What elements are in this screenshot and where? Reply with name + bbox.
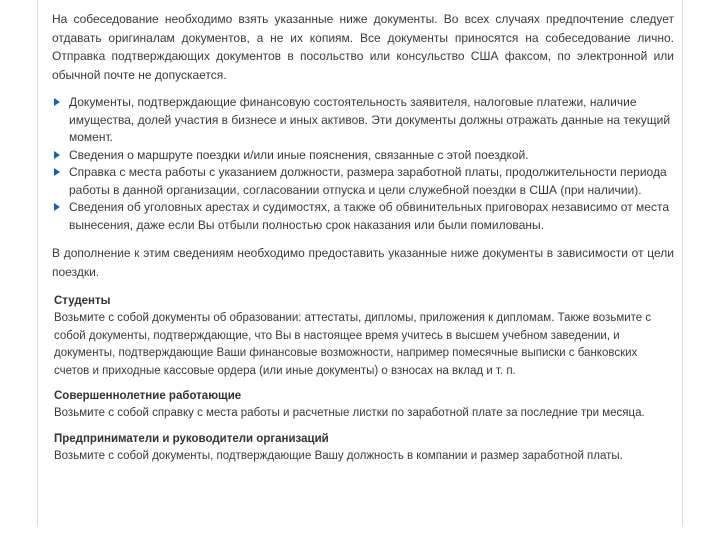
list-item-text: Справка с места работы с указанием должности, размера заработной платы, продолжительности периода работы в данной организации, согласовании отпуска и цели служебной поездки в США (при наличии).	[69, 165, 667, 197]
section-title: Предприниматели и руководители организаций	[54, 432, 329, 445]
document-body	[52, 10, 674, 473]
intro-paragraph: На собеседование необходимо взять указанные ниже документы. Во всех случаях предпочтение следует отдавать оригиналам документов, а не их копиям. Все документы приносятся на собеседование лично. Отправка подтверждающих документов в посольство или консульство США факсом, по электронной или обычной почте не допускается.	[52, 12, 674, 82]
addendum-paragraph: В дополнение к этим сведениям необходимо предоставить указанные ниже документы в зависимости от цели поездки.	[52, 246, 674, 279]
triangle-bullet-icon	[54, 203, 60, 211]
section-entrepreneurs	[54, 431, 674, 466]
section-text: Возьмите с собой документы, подтверждающие Вашу должность в компании и размер заработной платы.	[54, 449, 623, 462]
section-text: Возьмите с собой справку с места работы и расчетные листки по заработной плате за последние три месяца.	[54, 407, 645, 419]
list-item	[52, 164, 674, 199]
section-students	[54, 293, 674, 380]
section-text: Возьмите с собой документы об образовании: аттестаты, дипломы, приложения к дипломам. Также возьмите с собой документы, подтверждающие, что Вы в настоящее время учитесь в высшем учебном заведении, и документы, подтверждающие Ваши финансовые возможности, например помесячные выписки с банковских счетов и приходные кассовые ордера (или иные документы) о взносах на вклад и т. п.	[54, 312, 652, 377]
triangle-bullet-icon	[54, 151, 60, 159]
list-item-text: Документы, подтверждающие финансовую состоятельность заявителя, налоговые платежи, наличие имущества, долей участия в бизнесе и иных активов. Эти документы должны отражать данные на текущий момент.	[69, 95, 671, 144]
section-title: Студенты	[54, 295, 111, 307]
list-item-text: Сведения о маршруте поездки и/или иные пояснения, связанные с этой поездкой.	[69, 147, 529, 162]
list-item	[52, 147, 674, 165]
triangle-bullet-icon	[54, 98, 60, 106]
list-item	[52, 94, 674, 147]
section-title: Совершеннолетние работающие	[54, 390, 242, 402]
requirements-list	[52, 94, 674, 234]
triangle-bullet-icon	[54, 168, 60, 176]
section-working-adults	[54, 388, 674, 423]
list-item-text: Сведения об уголовных арестах и судимостях, а также об обвинительных приговорах независимо от места вынесения, даже если Вы отбыли полностью срок наказания или были помилованы.	[69, 200, 669, 232]
list-item	[52, 199, 674, 234]
